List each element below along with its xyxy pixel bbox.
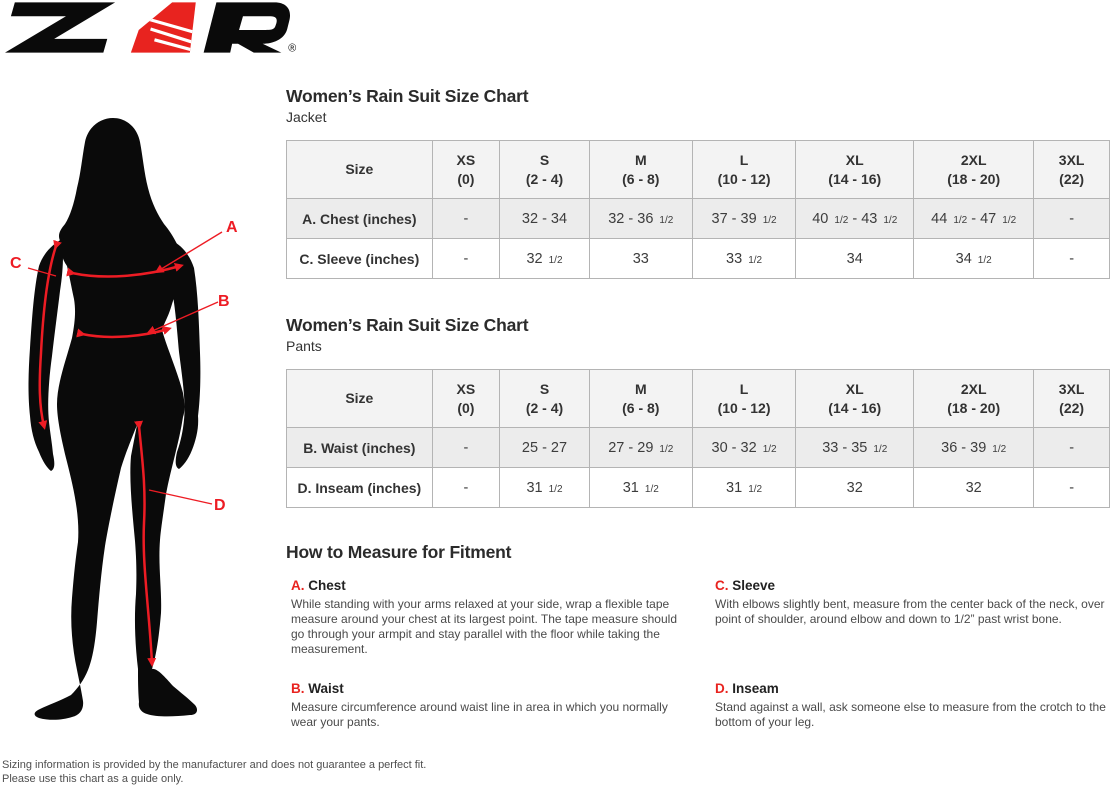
size-value-cell: 32 [796,468,914,508]
size-column-header: Size [287,141,433,199]
size-column-header: S (2 - 4) [500,141,590,199]
size-value-cell: 25 - 27 [500,428,590,468]
measure-item-heading [291,578,715,594]
measure-letter: B. [291,681,305,696]
size-table-row [287,239,1110,279]
fraction-text: 1/2 [762,214,777,226]
fraction-text: 1/2 [883,214,898,226]
size-column-header: XS (0) [432,141,499,199]
fraction-text: 1/2 [548,483,563,495]
size-column-header: 2XL (18 - 20) [914,141,1034,199]
fraction-text: 1/2 [953,214,968,226]
fraction-text: 1/2 [834,214,849,226]
size-value-cell: 34 [796,239,914,279]
pants-size-table [286,369,1110,508]
measure-item-waist [291,681,715,730]
row-label: C. Sleeve (inches) [287,239,433,279]
size-column-header: 2XL (18 - 20) [914,370,1034,428]
size-value-cell: 36 - 39 1/2 [914,428,1034,468]
measure-item-heading [715,578,1110,594]
measure-name: Inseam [732,681,779,696]
size-column-header: M (6 - 8) [589,370,692,428]
measure-letter: D. [715,681,729,696]
measure-description: Measure circumference around waist line in area in which you normally wear your pants. [291,700,668,729]
z1r-logo-icon [5,2,300,54]
size-value-cell: 33 1/2 [692,239,796,279]
row-label: D. Inseam (inches) [287,468,433,508]
measure-description: While standing with your arms relaxed at your side, wrap a flexible tape measure around your chest at its largest point. The tape measure should go through your armpit and stay parallel with the floor while taking the measurement. [291,597,677,656]
size-table-header-row [287,141,1110,199]
registered-mark: ® [288,42,297,54]
disclaimer-line-1: Sizing information is provided by the manufacturer and does not guarantee a perfect fit. [2,759,427,771]
jacket-section-title: Women’s Rain Suit Size Chart [286,86,529,106]
fraction-text: 1/2 [762,443,777,455]
size-value-cell: 32 1/2 [500,239,590,279]
size-table-row [287,468,1110,508]
figure-label-c: C [10,255,22,272]
size-value-cell: 31 1/2 [692,468,796,508]
fraction-text: 1/2 [659,443,674,455]
size-value-cell: - [432,468,499,508]
size-value-cell: 32 - 34 [500,199,590,239]
size-column-header: XL (14 - 16) [796,370,914,428]
sizing-disclaimer [2,758,426,786]
measure-section-title: How to Measure for Fitment [286,542,512,562]
row-label: A. Chest (inches) [287,199,433,239]
size-column-header: S (2 - 4) [500,370,590,428]
size-value-cell: - [1034,468,1110,508]
size-column-header: XS (0) [432,370,499,428]
measure-letter: A. [291,578,305,593]
measure-item-sleeve [715,578,1110,657]
size-table-row [287,199,1110,239]
size-value-cell: 30 - 32 1/2 [692,428,796,468]
fraction-text: 1/2 [748,483,763,495]
size-column-header: L (10 - 12) [692,370,796,428]
size-column-header: XL (14 - 16) [796,141,914,199]
figure-silhouette [0,108,270,760]
measure-description: Stand against a wall, ask someone else to measure from the crotch to the bottom of your leg. [715,700,1106,729]
measure-description: With elbows slightly bent, measure from the center back of the neck, over point of shoulder, around elbow and down to 1/2” past wrist bone. [715,597,1105,626]
fraction-text: 1/2 [977,254,992,266]
size-value-cell: - [432,199,499,239]
size-value-cell: - [1034,428,1110,468]
size-value-cell: 44 1/2 - 47 1/2 [914,199,1034,239]
row-label: B. Waist (inches) [287,428,433,468]
measure-name: Sleeve [732,578,776,593]
size-column-header: 3XL (22) [1034,370,1110,428]
measure-name: Chest [308,578,346,593]
size-value-cell: - [1034,199,1110,239]
size-column-header: 3XL (22) [1034,141,1110,199]
size-column-header: M (6 - 8) [589,141,692,199]
measurement-figure [0,108,270,765]
measure-letter: C. [715,578,729,593]
size-value-cell: - [1034,239,1110,279]
fraction-text: 1/2 [873,443,888,455]
measure-item-chest [291,578,715,657]
fraction-text: 1/2 [1002,214,1017,226]
size-value-cell: 31 1/2 [589,468,692,508]
measure-item-heading [291,681,715,697]
jacket-size-table [286,140,1110,279]
disclaimer-line-2: Please use this chart as a guide only. [2,773,184,785]
brand-logo [5,2,300,59]
fraction-text: 1/2 [748,254,763,266]
size-column-header: L (10 - 12) [692,141,796,199]
pants-section-title: Women’s Rain Suit Size Chart [286,315,529,335]
jacket-section-subtitle: Jacket [286,109,327,125]
size-column-header: Size [287,370,433,428]
measure-name: Waist [308,681,344,696]
fraction-text: 1/2 [659,214,674,226]
size-value-cell: 32 [914,468,1034,508]
size-table-row [287,428,1110,468]
pants-section-subtitle: Pants [286,338,322,354]
figure-label-d: D [214,497,226,514]
content-column [286,86,1110,754]
size-value-cell: - [432,239,499,279]
size-value-cell: 32 - 36 1/2 [589,199,692,239]
size-value-cell: 31 1/2 [500,468,590,508]
size-value-cell: 37 - 39 1/2 [692,199,796,239]
size-table-header-row [287,370,1110,428]
size-value-cell: 34 1/2 [914,239,1034,279]
size-value-cell: 33 - 35 1/2 [796,428,914,468]
size-value-cell: 40 1/2 - 43 1/2 [796,199,914,239]
figure-label-b: B [218,293,230,310]
measure-item-heading [715,681,1110,697]
size-value-cell: 33 [589,239,692,279]
measure-item-inseam [715,681,1110,730]
fraction-text: 1/2 [644,483,659,495]
size-value-cell: 27 - 29 1/2 [589,428,692,468]
figure-label-a: A [226,219,238,236]
fraction-text: 1/2 [548,254,563,266]
size-value-cell: - [432,428,499,468]
measure-grid [286,578,1110,754]
fraction-text: 1/2 [992,443,1007,455]
